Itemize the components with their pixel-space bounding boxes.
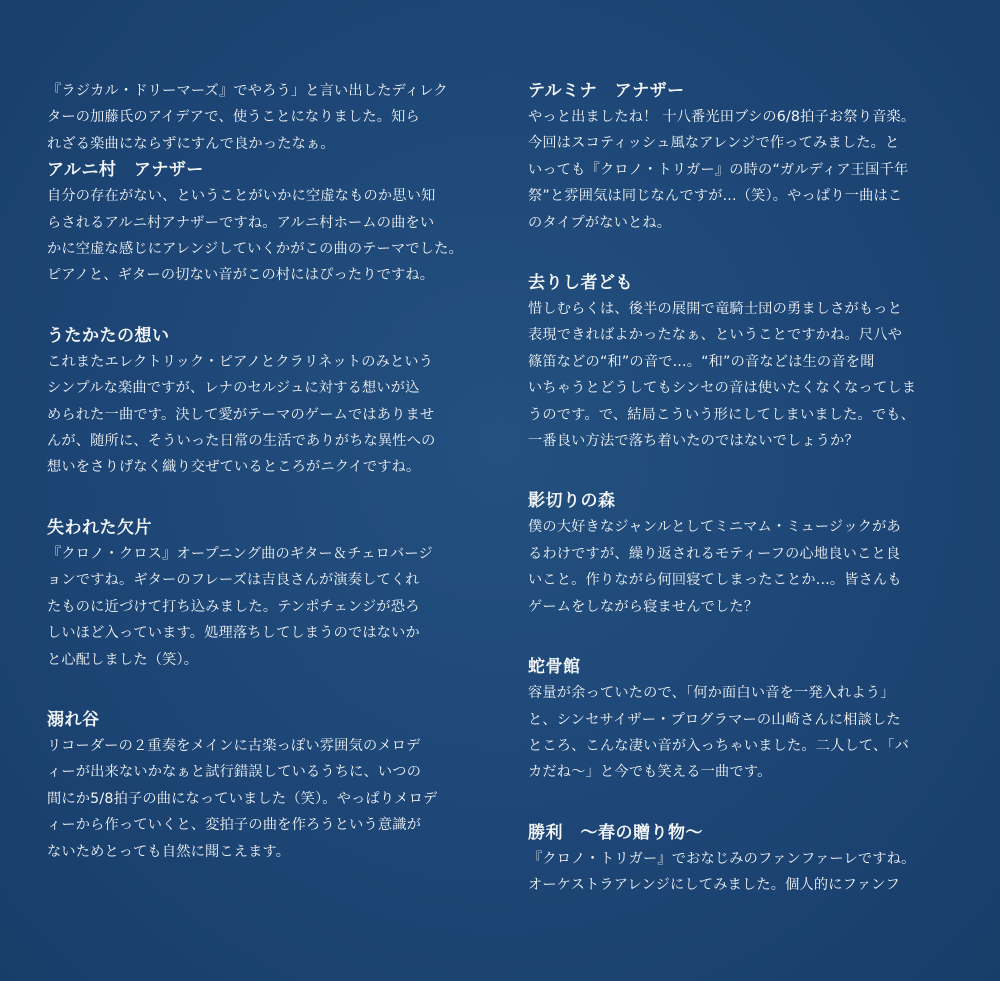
left-column — [47, 78, 483, 899]
section-title: 溺れ谷 — [47, 709, 100, 730]
section-title: 勝利 ～春の贈り物～ — [528, 822, 703, 843]
section-body: 容量が余っていたので、「何か面白い音を一発入れよう」 と、シンセサイザー・プログラマーの山崎さんに相談した ところ、こんな凄い音が入っちゃいました。二人して、「バ カだね～」と今でも笑える一曲です。 — [528, 685, 910, 781]
section-aruni-another — [47, 157, 483, 289]
section-ushinawareta-kakera — [47, 515, 483, 673]
section-kagekiri-no-mori — [528, 488, 964, 620]
section-title: 蛇骨館 — [528, 657, 581, 678]
section-sarishi-monodomo — [528, 270, 964, 454]
section-title: 失われた欠片 — [47, 517, 152, 538]
section-oboredani — [47, 707, 483, 865]
section-title: 去りし者ども — [528, 273, 633, 294]
section-jakotsukan — [528, 654, 964, 786]
section-body: 僕の大好きなジャンルとしてミニマム・ミュージックがあ るわけですが、繰り返されるモティーフの心地良いこと良 いこと。作りながら何回寝てしまったことか...。皆さんも ゲームをしながら寝ませんでした？ — [528, 519, 902, 615]
section-title: アルニ村 アナザー — [47, 160, 204, 181]
section-body: リコーダーの２重奏をメインに古楽っぽい雰囲気のメロデ ィーが出来ないかなぁと試行錯誤しているうちに、いつの 間にか5/8拍子の曲になっていました（笑）。やっぱりメロデ ィーから作っていくと、変拍子の曲を作ろうという意識が ないためとっても自然に聞こえます。 — [47, 737, 438, 860]
section-title: テルミナ アナザー — [528, 81, 685, 101]
section-termina-another — [528, 78, 964, 236]
section-title: 影切りの森 — [528, 491, 616, 512]
section-shouri-haru-no-okurimono — [528, 820, 964, 899]
intro-paragraph: 『ラジカル・ドリーマーズ』でやろう」と言い出したディレク ターの加藤氏のアイデアで、使うことになりました。知ら れざる楽曲にならずにすんで良かったなぁ。 — [47, 83, 448, 152]
section-body: 自分の存在がない、ということがいかに空虚なものか思い知 らされるアルニ村アナザーですね。アルニ村ホームの曲をい かに空虚な感じにアレンジしていくかがこの曲のテーマでした。 ピアノと、ギターの切ない音がこの村にはぴったりですね。 — [47, 188, 463, 284]
section-title: うたかたの想い — [47, 325, 170, 346]
section-body: 『クロノ・トリガー』でおなじみのファンファーレですね。 オーケストラアレンジにしてみました。個人的にファンフ — [528, 850, 916, 894]
section-utakata-no-omoi — [47, 323, 483, 481]
section-body: やっと出ましたね！ 十八番光田ブシの6/8拍子お祭り音楽。 今回はスコティッシュ風なアレンジで作ってみました。と いっても『クロノ・トリガー』の時の“ガルディア王国千年 祭”と雰囲気は同じなんですが...（笑）。やっぱり一曲はこ のタイプがないとね。 — [528, 109, 916, 231]
section-body: 『クロノ・クロス』オープニング曲のギター＆チェロバージ ョンですね。ギターのフレーズは吉良さんが演奏してくれ たものに近づけて打ち込みました。テンポチェンジが恐ろ しいほど入っています。処理落ちしてしまうのではないか と心配しました（笑）。 — [47, 545, 433, 668]
right-column — [528, 78, 964, 933]
section-body: これまたエレクトリック・ピアノとクラリネットのみという シンプルな楽曲ですが、レナのセルジュに対する想いが込 められた一曲です。決して愛がテーマのゲームではありませ んが、随所に、そういった日常の生活でありがちな異性への 想いをさりげなく織り交ぜているところがニクイですね。 — [47, 353, 436, 476]
section-body: 惜しむらくは、後半の展開で竜騎士団の勇ましさがもっと 表現できればよかったなぁ、ということですかね。尺八や 篠笛などの“和”の音で...。“和”の音などは生の音を聞 いちゃうとどうしてもシンセの音は使いたくなくなってしま うのです。で、結局こういう形にしてしまいました。でも、 一番良い方法で落ち着いたのではないでしょうか？ — [528, 301, 917, 450]
